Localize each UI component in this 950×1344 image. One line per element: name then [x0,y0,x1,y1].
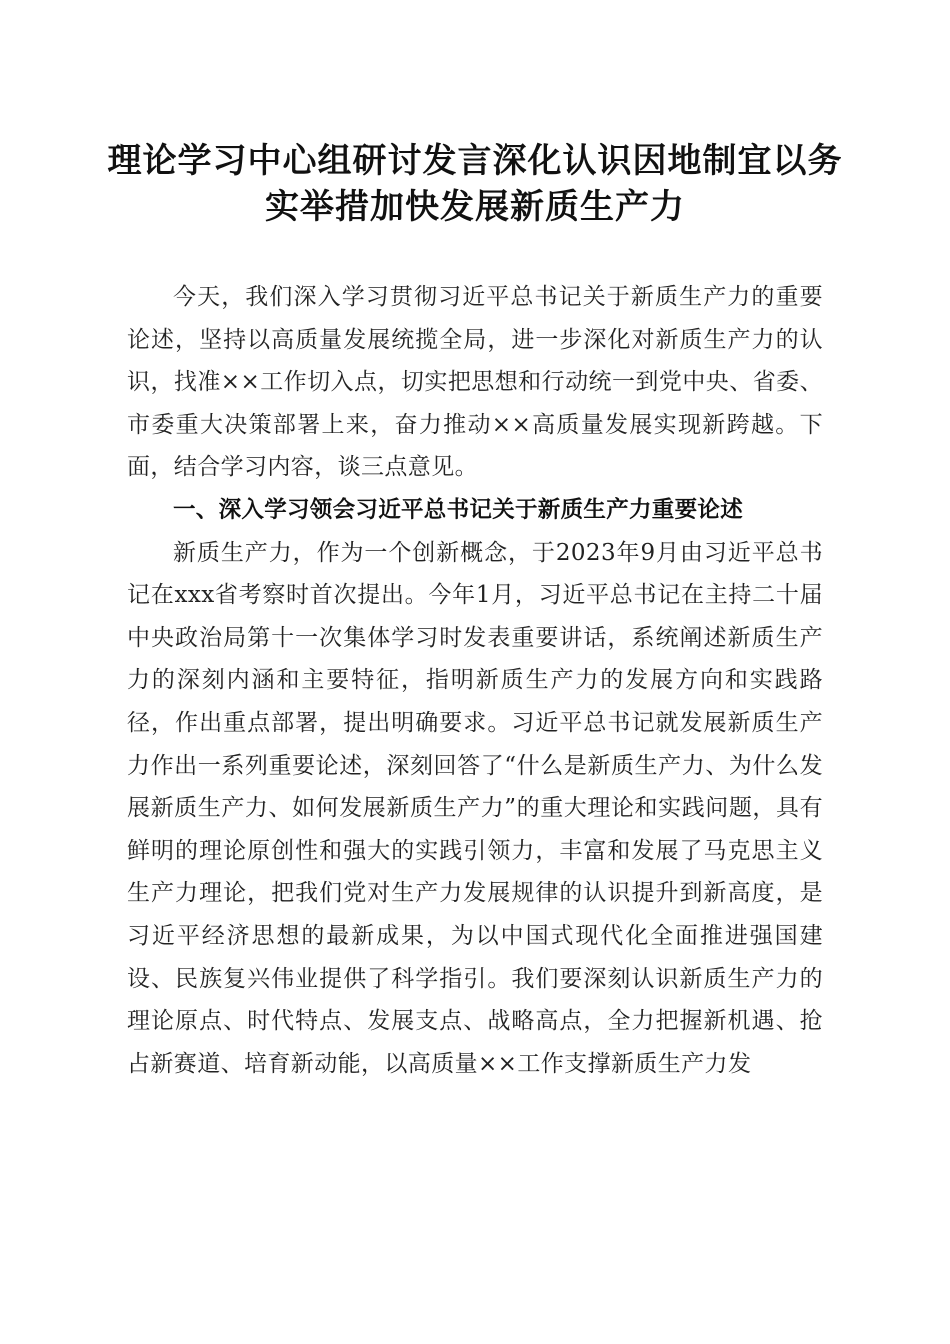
section-paragraph: 新质生产力，作为一个创新概念，于2023年9月由习近平总书记在xxx省考察时首次提出。今年1月，习近平总书记在主持二十届中央政治局第十一次集体学习时发表重要讲话，系统阐述新质生产力的深刻内涵和主要特征，指明新质生产力的发展方向和实践路径，作出重点部署，提出明确要求。习近平总书记就发展新质生产力作出一系列重要论述，深刻回答了“什么是新质生产力、为什么发展新质生产力、如何发展新质生产力”的重大理论和实践问题，具有鲜明的理论原创性和强大的实践引领力，丰富和发展了马克思主义生产力理论，把我们党对生产力发展规律的认识提升到新高度，是习近平经济思想的最新成果，为以中国式现代化全面推进强国建设、民族复兴伟业提供了科学指引。我们要深刻认识新质生产力的理论原点、时代特点、发展支点、战略高点，全力把握新机遇、抢占新赛道、培育新动能，以高质量××工作支撑新质生产力发 [127,539,823,1077]
section-heading: 一、深入学习领会习近平总书记关于新质生产力重要论述 [173,496,744,523]
intro-paragraph: 今天，我们深入学习贯彻习近平总书记关于新质生产力的重要论述，坚持以高质量发展统揽全局，进一步深化对新质生产力的认识，找准××工作切入点，切实把思想和行动统一到党中央、省委、市委重大决策部署上来，奋力推动××高质量发展实现新跨越。下面，结合学习内容，谈三点意见。 [127,284,823,481]
document-title: 理论学习中心组研讨发言深化认识因地制宜以务实举措加快发展新质生产力 [107,141,843,227]
document-body [127,276,823,1085]
